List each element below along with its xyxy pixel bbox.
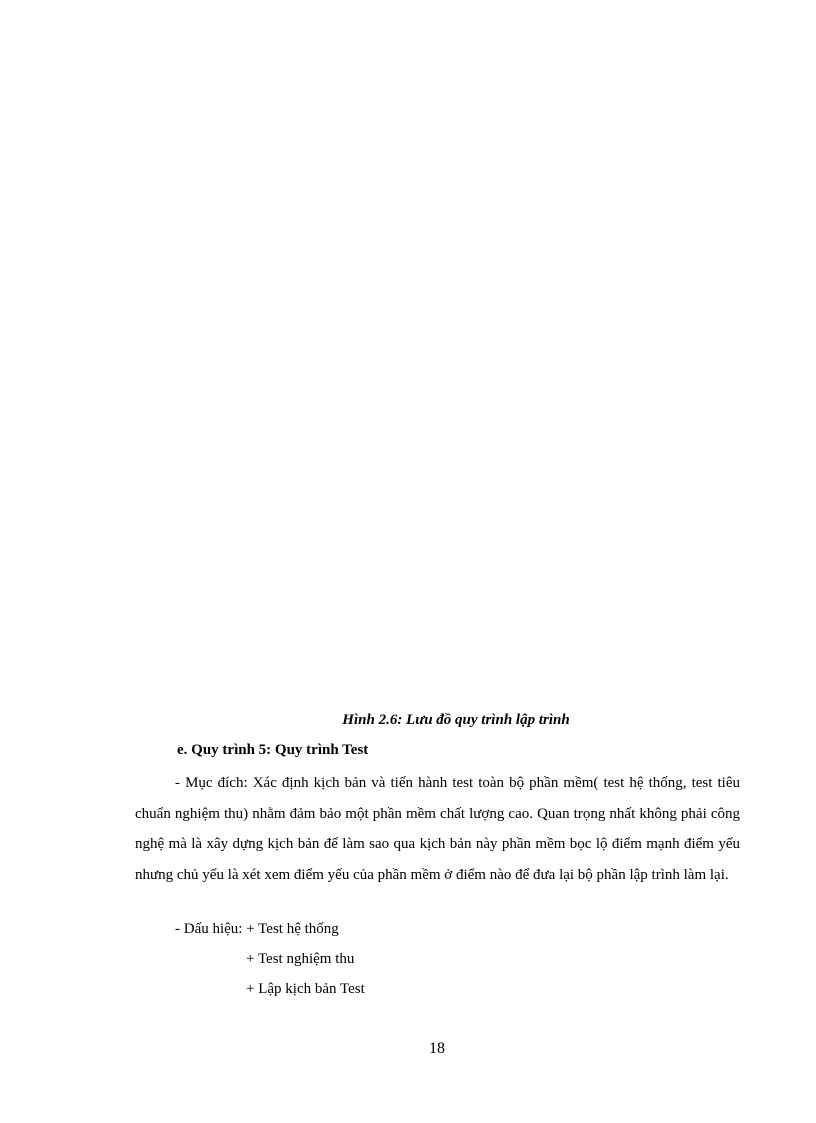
figure-caption: Hình 2.6: Lưu đồ quy trình lập trình [342,712,570,728]
purpose-paragraph: - Mục đích: Xác định kịch bản và tiến hành test toàn bộ phần mềm( test hệ thống, test tiêu chuẩn nghiệm thu) nhằm đảm bảo một phần mềm chất lượng cao. Quan trọng nhất không phải công nghệ mà là xây dựng kịch bản để làm sao qua kịch bản này phần mềm bọc lộ điểm mạnh điểm yếu nhưng chủ yếu là xét xem điểm yếu của phần mềm ở điểm nào để đưa lại bộ phần lập trình làm lại. [135,775,740,883]
signs-label: - Dấu hiệu: + Test hệ thống [175,921,339,937]
sign-item-test-scenario: + Lập kịch bản Test [246,981,365,997]
page-number: 18 [429,1040,445,1057]
section-heading: e. Quy trình 5: Quy trình Test [177,742,369,758]
sign-item-acceptance-test: + Test nghiệm thu [246,951,355,967]
